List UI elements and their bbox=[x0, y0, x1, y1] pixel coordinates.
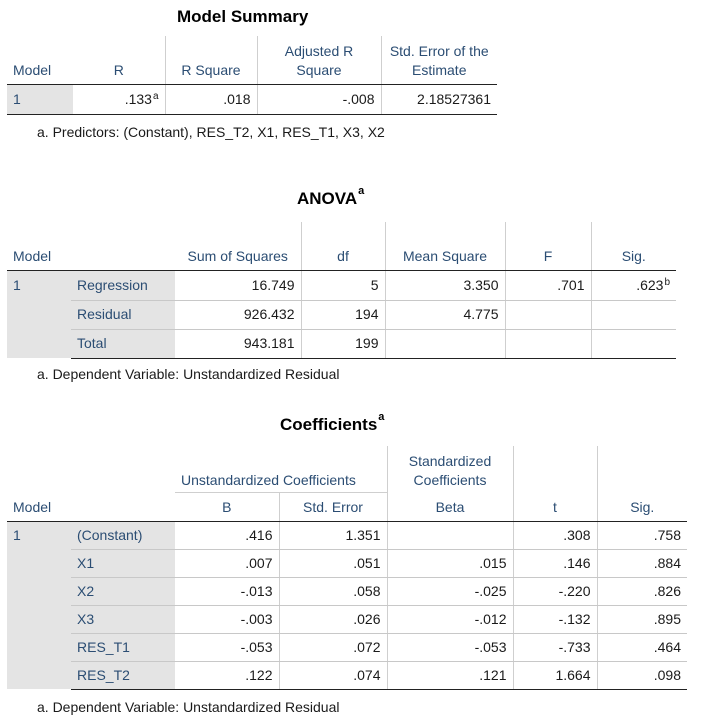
coef-row-label: RES_T1 bbox=[71, 633, 175, 661]
table-row: X1 .007 .051 .015 .146 .884 bbox=[7, 549, 687, 577]
table-row: RES_T2 .122 .074 .121 1.664 .098 bbox=[7, 661, 687, 689]
anova-row-label: Residual bbox=[71, 300, 175, 329]
ms-model-cell: 1 bbox=[7, 84, 73, 114]
coef-header-unstandardized: Unstandardized Coefficients bbox=[181, 471, 356, 488]
table-row: X3 -.003 .026 -.012 -.132 .895 bbox=[7, 605, 687, 633]
table-row: X2 -.013 .058 -.025 -.220 .826 bbox=[7, 577, 687, 605]
table-row: Residual 926.432 194 4.775 bbox=[7, 300, 676, 329]
ms-header-std-error: Std. Error of the Estimate bbox=[381, 36, 497, 84]
coef-header-beta: Beta bbox=[387, 492, 513, 521]
ms-r-square-cell: .018 bbox=[165, 84, 257, 114]
coef-footnote: a. Dependent Variable: Unstandardized Residual bbox=[37, 699, 340, 715]
coef-header-model: Model bbox=[7, 492, 71, 521]
anova-title: ANOVA$^a$ bbox=[297, 185, 365, 208]
ms-std-error-cell: 2.18527361 bbox=[381, 84, 497, 114]
anova-header-sig: Sig. bbox=[591, 222, 676, 270]
coef-row-label: RES_T2 bbox=[71, 661, 175, 689]
coef-model-cell: 1 bbox=[7, 521, 71, 689]
anova-row-label: Regression bbox=[71, 270, 175, 300]
anova-header-f: F bbox=[505, 222, 591, 270]
table-row: RES_T1 -.053 .072 -.053 -.733 .464 bbox=[7, 633, 687, 661]
coef-header-standardized: Standardized Coefficients bbox=[387, 446, 513, 492]
table-row: 1 (Constant) .416 1.351 .308 .758 bbox=[7, 521, 687, 549]
anova-header-df: df bbox=[301, 222, 385, 270]
model-summary-table bbox=[7, 36, 497, 115]
ms-adj-r-square-cell: -.008 bbox=[257, 84, 381, 114]
coef-row-label: X3 bbox=[71, 605, 175, 633]
ms-r-cell: .133$^a$ bbox=[73, 84, 165, 114]
ms-header-adj-r-square: Adjusted R Square bbox=[257, 36, 381, 84]
coef-header-std-error: Std. Error bbox=[279, 492, 387, 521]
ms-header-model: Model bbox=[7, 36, 73, 84]
anova-row-label: Total bbox=[71, 329, 175, 358]
anova-header-model: Model bbox=[7, 222, 71, 270]
table-row: Total 943.181 199 bbox=[7, 329, 676, 358]
coef-header-b: B bbox=[175, 492, 279, 521]
table-row: 1 Regression 16.749 5 3.350 .701 .623$^b$ bbox=[7, 270, 676, 300]
coefficients-title: Coefficients$^a$ bbox=[280, 411, 385, 434]
ms-footnote: a. Predictors: (Constant), RES_T2, X1, RES_T1, X3, X2 bbox=[37, 124, 385, 140]
anova-footnote: a. Dependent Variable: Unstandardized Residual bbox=[37, 366, 340, 382]
anova-table bbox=[7, 222, 676, 359]
coef-row-label: X2 bbox=[71, 577, 175, 605]
coef-row-label: (Constant) bbox=[71, 521, 175, 549]
ms-header-r: R bbox=[73, 36, 165, 84]
coef-header-t: t bbox=[513, 492, 597, 521]
ms-header-r-square: R Square bbox=[165, 36, 257, 84]
coef-row-label: X1 bbox=[71, 549, 175, 577]
coef-header-sig: Sig. bbox=[597, 492, 687, 521]
anova-header-mean-square: Mean Square bbox=[385, 222, 505, 270]
anova-header-sum-of-squares: Sum of Squares bbox=[175, 222, 301, 270]
anova-model-cell: 1 bbox=[7, 270, 71, 358]
model-summary-title: Model Summary bbox=[177, 7, 309, 26]
coefficients-table bbox=[7, 446, 687, 690]
